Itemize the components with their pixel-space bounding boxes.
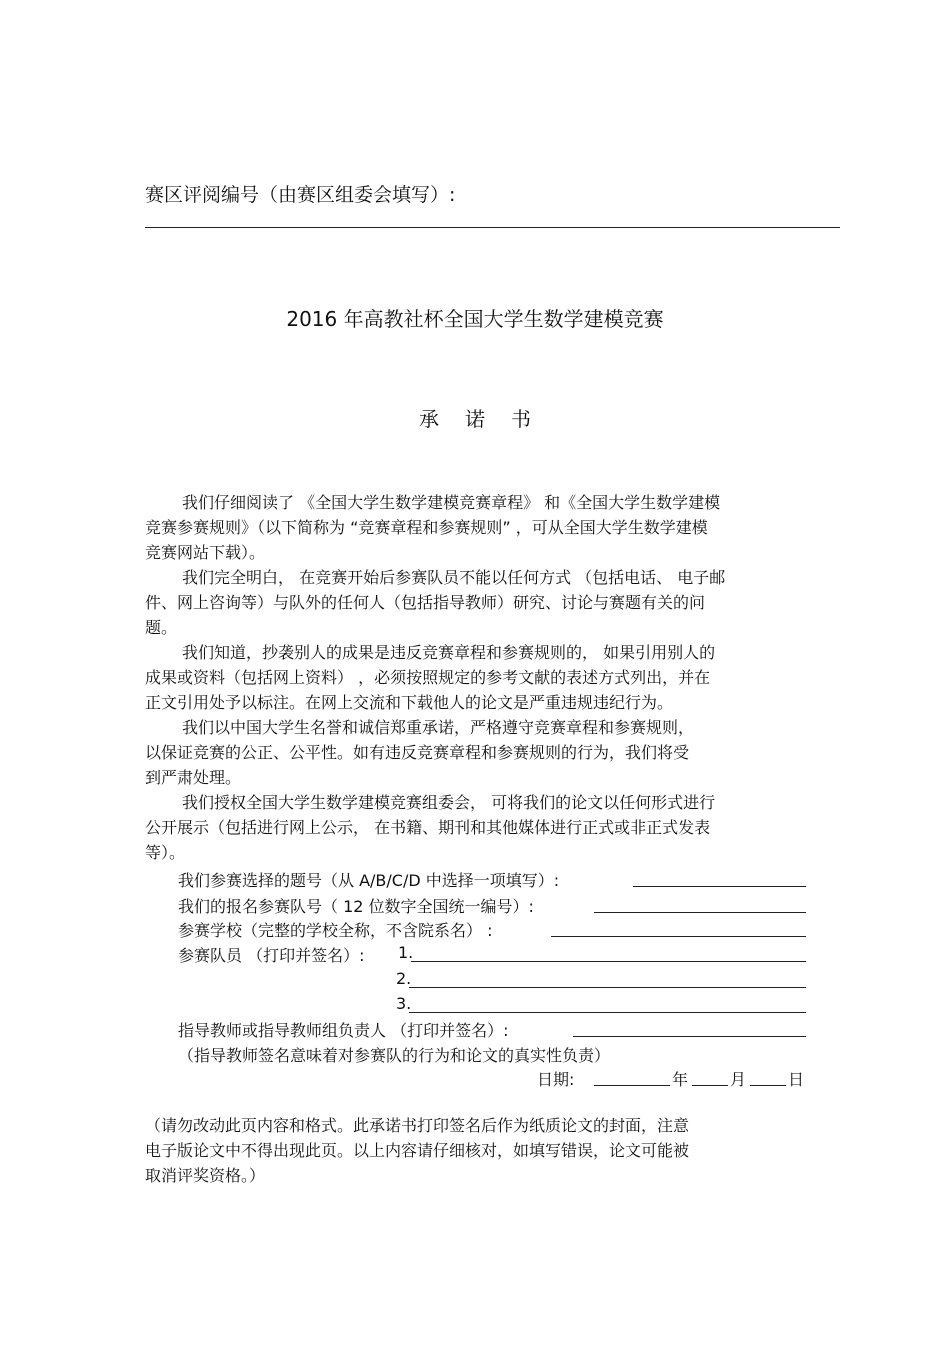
paragraph-2-line-3: 题。 bbox=[145, 618, 178, 637]
paragraph-3-line-1: 我们知道，抄袭别人的成果是违反竞赛章程和参赛规则的， 如果引用别人的 bbox=[182, 643, 716, 662]
paragraph-4-line-3: 到严肃处理。 bbox=[145, 768, 242, 787]
paragraph-1-line-2: 竞赛参赛规则》（以下简称为 “竞赛章程和参赛规则” ，可从全国大学生数学建模 bbox=[145, 518, 708, 537]
paragraph-5-line-3: 等）。 bbox=[145, 843, 186, 862]
school-field[interactable] bbox=[551, 936, 806, 937]
school-label: 参赛学校（完整的学校全称，不含院系名） : bbox=[178, 921, 493, 940]
paragraph-5-line-1: 我们授权全国大学生数学建模竞赛组委会， 可将我们的论文以任何形式进行 bbox=[182, 793, 716, 812]
member-1-number: 1. bbox=[398, 943, 414, 962]
paragraph-3-line-2: 成果或资料（包括网上资料） ，必须按照规定的参考文献的表述方式列出，并在 bbox=[145, 668, 711, 687]
member-2-field[interactable] bbox=[409, 987, 806, 988]
team-number-label: 我们的报名参赛队号（ 12 位数字全国统一编号）: bbox=[178, 897, 534, 916]
member-2-number: 2. bbox=[396, 969, 412, 988]
competition-title: 2016 年高教社杯全国大学生数学建模竞赛 bbox=[286, 307, 664, 331]
date-month-field[interactable] bbox=[692, 1085, 728, 1086]
date-year-label: 年 bbox=[672, 1070, 689, 1089]
footer-note-line-1: （请勿改动此页内容和格式。此承诺书打印签名后作为纸质论文的封面，注意 bbox=[145, 1116, 690, 1135]
member-1-field[interactable] bbox=[411, 961, 806, 962]
footer-note-line-3: 取消评奖资格。） bbox=[145, 1166, 266, 1185]
paragraph-1-line-3: 竞赛网站下载）。 bbox=[145, 543, 266, 562]
paragraph-3-line-3: 正文引用处予以标注。在网上交流和下载他人的论文是严重违规违纪行为。 bbox=[145, 693, 674, 712]
paragraph-2-line-2: 件、网上咨询等）与队外的任何人（包括指导教师）研究、讨论与赛题有关的问 bbox=[145, 593, 706, 612]
date-day-field[interactable] bbox=[750, 1085, 786, 1086]
review-number-label: 赛区评阅编号（由赛区组委会填写）: bbox=[145, 184, 456, 206]
paragraph-2-line-1: 我们完全明白， 在竞赛开始后参赛队员不能以任何方式 （包括电话、 电子邮 bbox=[182, 568, 726, 587]
document-heading: 承诺书 bbox=[419, 407, 557, 431]
paragraph-4-line-2: 以保证竞赛的公正、公平性。如有违反竞赛章程和参赛规则的行为，我们将受 bbox=[145, 743, 690, 762]
problem-number-field[interactable] bbox=[633, 886, 806, 887]
date-month-label: 月 bbox=[730, 1070, 747, 1089]
paragraph-1-line-1: 我们仔细阅读了 《全国大学生数学建模竞赛章程》 和《全国大学生数学建模 bbox=[182, 493, 721, 512]
date-year-field[interactable] bbox=[594, 1085, 670, 1086]
team-number-field[interactable] bbox=[594, 912, 806, 913]
paragraph-4-line-1: 我们以中国大学生名誉和诚信郑重承诺，严格遵守竞赛章程和参赛规则， bbox=[182, 718, 695, 737]
members-label: 参赛队员 （打印并签名）: bbox=[178, 946, 365, 965]
paragraph-5-line-2: 公开展示（包括进行网上公示， 在书籍、期刊和其他媒体进行正式或非正式发表 bbox=[145, 818, 711, 837]
advisor-field[interactable] bbox=[573, 1036, 806, 1037]
date-day-label: 日 bbox=[788, 1070, 805, 1089]
advisor-note: （指导教师签名意味着对参赛队的行为和论文的真实性负责） bbox=[178, 1046, 611, 1065]
member-3-number: 3. bbox=[396, 994, 412, 1013]
member-3-field[interactable] bbox=[409, 1012, 806, 1013]
advisor-label: 指导教师或指导教师组负责人 （打印并签名）: bbox=[178, 1021, 509, 1040]
problem-number-label: 我们参赛选择的题号（从 A/B/C/D 中选择一项填写）: bbox=[178, 871, 560, 890]
date-label: 日期: bbox=[537, 1070, 575, 1089]
header-rule bbox=[145, 227, 840, 228]
footer-note-line-2: 电子版论文中不得出现此页。以上内容请仔细核对，如填写错误，论文可能被 bbox=[145, 1141, 690, 1160]
